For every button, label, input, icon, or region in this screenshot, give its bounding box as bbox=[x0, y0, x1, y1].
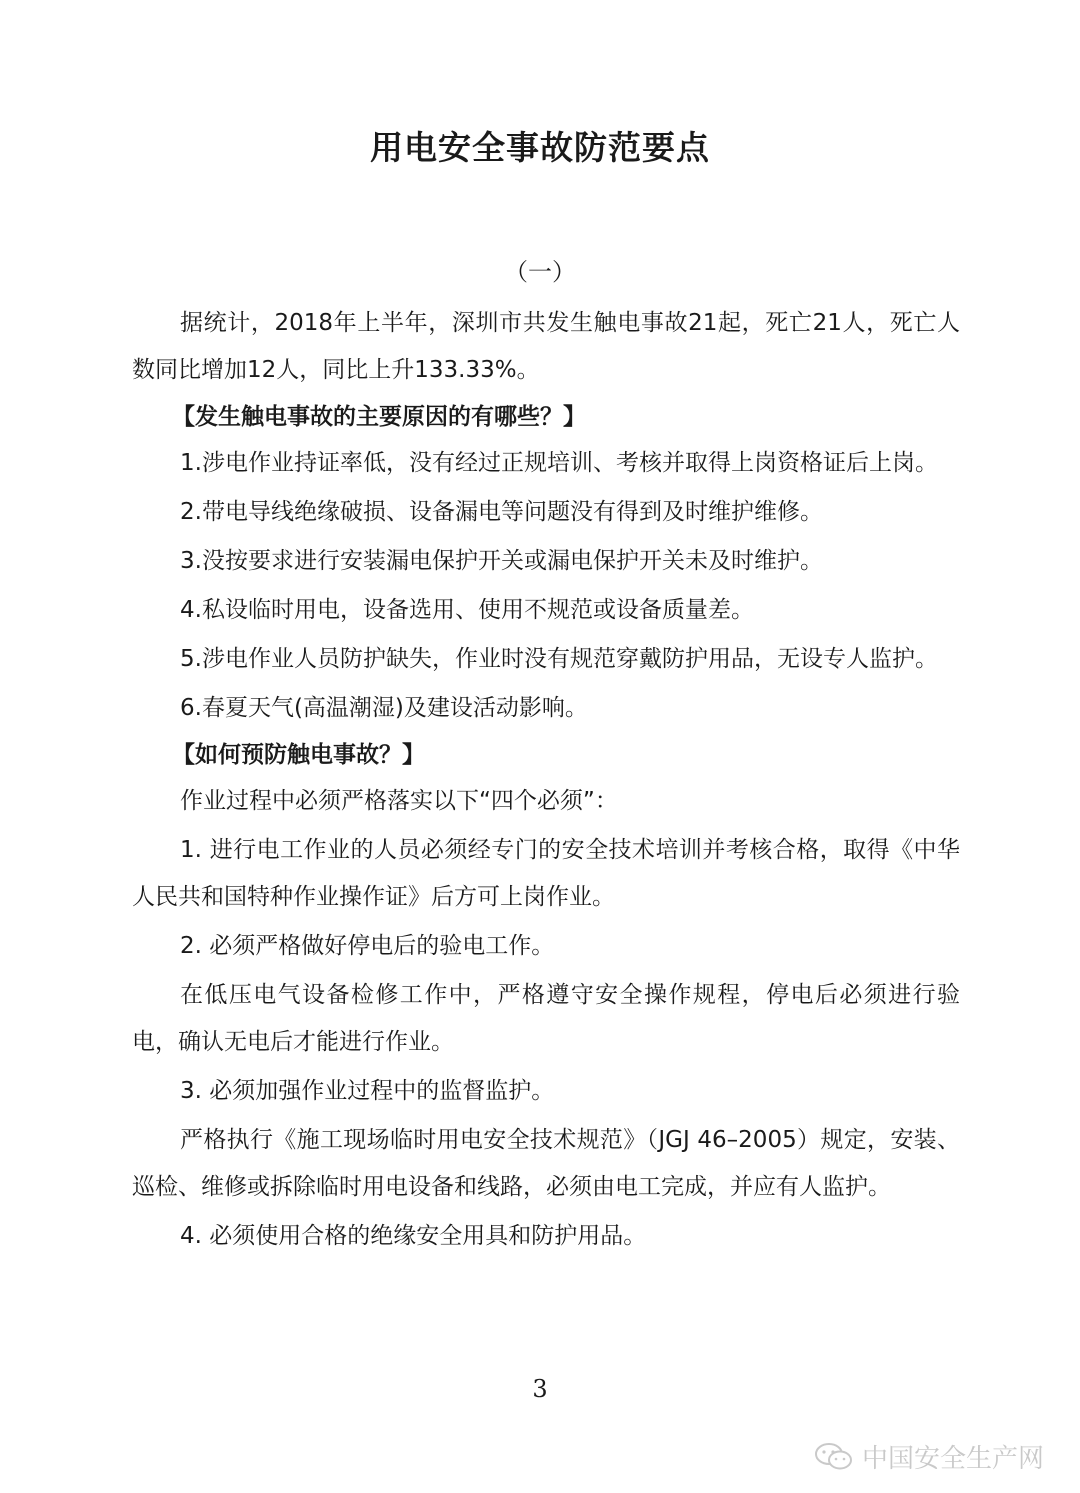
prevention-item-3: 3. 必须加强作业过程中的监督监护。 bbox=[180, 1078, 555, 1104]
prevention-item-4: 4. 必须使用合格的绝缘安全用具和防护用品。 bbox=[180, 1223, 647, 1249]
heading-prevention: 【如何预防触电事故？】 bbox=[172, 742, 425, 768]
cause-item-6: 6.春夏天气(高温潮湿)及建设活动影响。 bbox=[180, 695, 588, 721]
prevention-item-2-detail: 在低压电气设备检修工作中，严格遵守安全操作规程，停电后必须进行验电，确认无电后才能进行作业。 bbox=[132, 982, 960, 1055]
cause-item-1: 1.涉电作业持证率低，没有经过正规培训、考核并取得上岗资格证后上岗。 bbox=[180, 450, 938, 476]
page-number: 3 bbox=[532, 1375, 548, 1403]
watermark bbox=[814, 1438, 1044, 1475]
paragraph-statistics: 据统计，2018年上半年，深圳市共发生触电事故21起，死亡21人，死亡人数同比增加12人，同比上升133.33%。 bbox=[132, 310, 960, 383]
prevention-item-3-detail: 严格执行《施工现场临时用电安全技术规范》（JGJ 46–2005）规定，安装、巡检、维修或拆除临时用电设备和线路，必须由电工完成，并应有人监护。 bbox=[132, 1127, 960, 1200]
prevention-item-2: 2. 必须严格做好停电后的验电工作。 bbox=[180, 933, 555, 959]
cause-item-2: 2.带电导线绝缘破损、设备漏电等问题没有得到及时维护维修。 bbox=[180, 499, 823, 525]
prevention-intro: 作业过程中必须严格落实以下“四个必须”： bbox=[180, 788, 618, 814]
document-body bbox=[132, 300, 960, 1260]
heading-causes: 【发生触电事故的主要原因的有哪些？】 bbox=[172, 404, 586, 430]
cause-item-4: 4.私设临时用电，设备选用、使用不规范或设备质量差。 bbox=[180, 597, 754, 623]
watermark-text: 中国安全生产网 bbox=[861, 1444, 1044, 1474]
wechat-icon bbox=[814, 1442, 854, 1472]
section-number: （一） bbox=[504, 258, 576, 286]
cause-item-5: 5.涉电作业人员防护缺失，作业时没有规范穿戴防护用品，无设专人监护。 bbox=[180, 646, 938, 672]
prevention-item-1: 1. 进行电工作业的人员必须经专门的安全技术培训并考核合格，取得《中华人民共和国特种作业操作证》后方可上岗作业。 bbox=[132, 837, 960, 910]
cause-item-3: 3.没按要求进行安装漏电保护开关或漏电保护开关未及时维护。 bbox=[180, 548, 823, 574]
document-title: 用电安全事故防范要点 bbox=[370, 128, 710, 167]
